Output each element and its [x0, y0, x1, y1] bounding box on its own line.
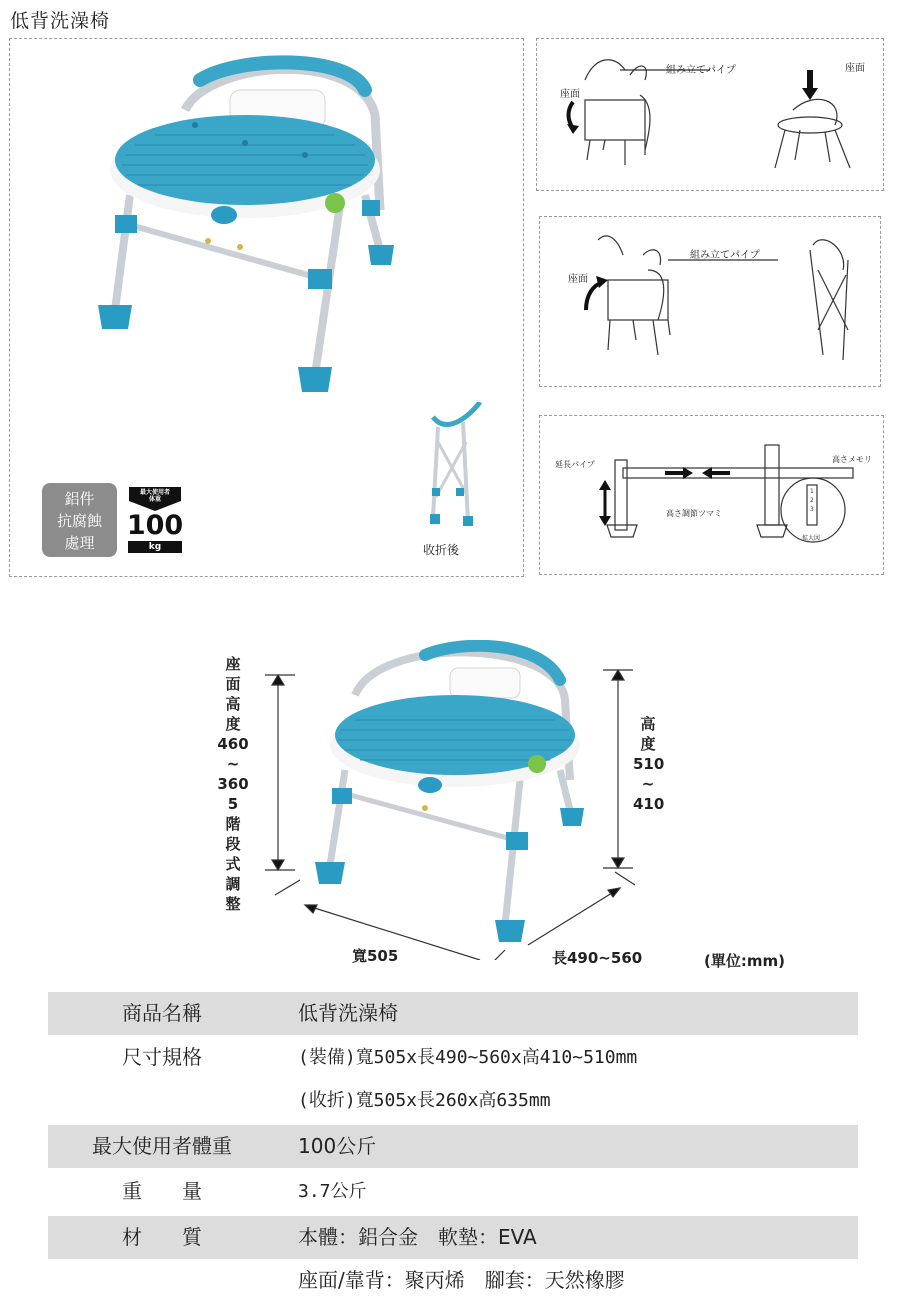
length-label: 長490~560 — [552, 949, 643, 967]
spec-value: 座面/靠背：聚丙烯 腳套：天然橡膠 — [298, 1268, 625, 1292]
height-char: 410 — [633, 795, 665, 813]
spec-key: 商品名稱 — [122, 1001, 202, 1025]
folded-caption: 收折後 — [423, 543, 460, 557]
seat-height-char: 面 — [225, 675, 241, 693]
assembly-pipe-label-1: 組み立てパイプ — [666, 65, 736, 76]
seat-label-3: 座面 — [568, 274, 588, 285]
spec-value: (裝備)寬505x長490~560x高410~510mm — [298, 1047, 638, 1068]
seat-height-char: 360 — [217, 775, 249, 793]
spec-key: 尺寸規格 — [122, 1045, 202, 1069]
height-char: 高 — [640, 715, 656, 733]
weight-value: 100 — [126, 510, 184, 541]
seat-label-1: 座面 — [560, 89, 580, 100]
scale-num-1: 1 — [810, 488, 814, 495]
page-title: 低背洗澡椅 — [10, 10, 111, 32]
scale-num-2: 2 — [810, 497, 814, 504]
zoom-label: 拡大図 — [802, 535, 821, 542]
height-adjust-diagram — [545, 430, 880, 570]
seat-height-char: 階 — [225, 815, 241, 833]
spec-key: 最大使用者體重 — [92, 1134, 232, 1158]
extension-pipe-label: 延長パイプ — [555, 460, 595, 469]
seat-height-char: 段 — [225, 835, 241, 853]
height-label — [633, 714, 663, 814]
folded-chair-photo — [418, 402, 488, 532]
spec-row-size — [48, 1036, 858, 1079]
seat-height-char: ~ — [226, 755, 240, 773]
badge-line2: 抗腐蝕 — [56, 512, 102, 530]
weight-caption-1: 最大使用者 — [139, 489, 170, 496]
spec-row-name — [48, 992, 858, 1035]
seat-height-char: 5 — [227, 795, 239, 813]
spec-value: 3.7公斤 — [298, 1181, 367, 1202]
seat-height-char: 座 — [225, 655, 241, 673]
assembly-pipe-label-2: 組み立てパイプ — [690, 250, 760, 261]
height-char: ~ — [641, 775, 655, 793]
dimension-diagram — [260, 640, 660, 960]
spec-key: 材 質 — [122, 1225, 202, 1249]
spec-row-size-folded — [48, 1079, 858, 1122]
weight-caption-2: 体重 — [148, 496, 161, 503]
chair-photo — [90, 55, 410, 400]
badge-line1: 鋁件 — [64, 490, 95, 508]
spec-row-material — [48, 1216, 858, 1259]
seat-height-char: 460 — [217, 735, 249, 753]
spec-value: (收折)寬505x長260x高635mm — [298, 1090, 551, 1111]
aluminum-badge — [42, 483, 117, 557]
height-char: 度 — [640, 735, 656, 753]
unit-note: (單位:mm) — [704, 952, 785, 970]
seat-height-char: 高 — [225, 695, 241, 713]
height-knob-label: 高さ調節ツマミ — [666, 509, 722, 518]
spec-value: 本體：鋁合金 軟墊：EVA — [298, 1225, 537, 1249]
spec-key: 重 量 — [122, 1179, 202, 1203]
seat-height-char: 式 — [225, 855, 241, 873]
seat-height-char: 整 — [225, 895, 241, 913]
max-weight-badge — [125, 487, 185, 555]
weight-unit: kg — [128, 541, 182, 553]
spec-row-weight — [48, 1170, 858, 1213]
seat-label-2: 座面 — [845, 63, 865, 74]
spec-row-material-2 — [48, 1259, 858, 1302]
seat-height-label — [217, 654, 253, 914]
width-label: 寬505 — [352, 947, 399, 965]
spec-value: 低背洗澡椅 — [298, 1001, 398, 1025]
scale-num-3: 3 — [810, 506, 814, 513]
spec-row-max-weight — [48, 1125, 858, 1168]
badge-line3: 處理 — [64, 534, 95, 552]
seat-height-char: 度 — [225, 715, 241, 733]
seat-height-char: 調 — [225, 875, 241, 893]
height-scale-label: 高さメモリ — [832, 455, 872, 464]
spec-value: 100公斤 — [298, 1134, 377, 1158]
height-char: 510 — [633, 755, 665, 773]
